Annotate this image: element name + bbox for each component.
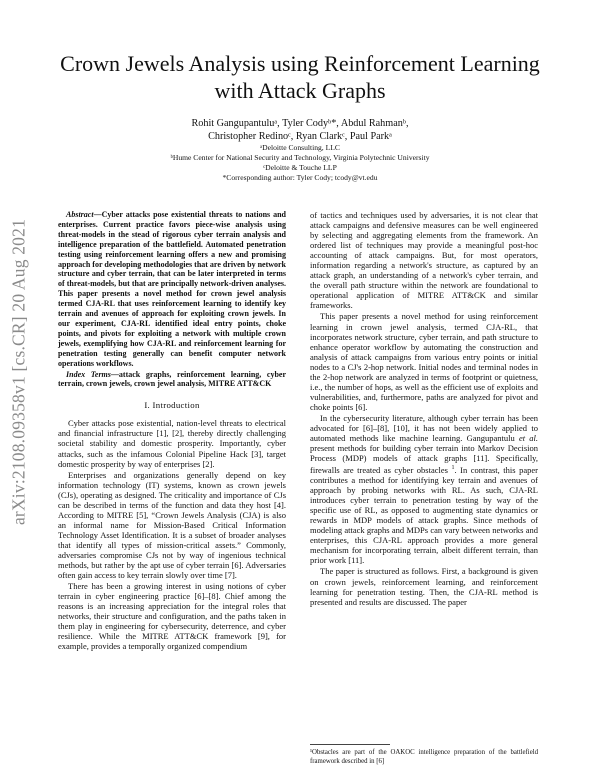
left-column (58, 210, 286, 652)
author-list (60, 117, 540, 143)
section-heading: I. Introduction (144, 400, 200, 411)
arxiv-stamp (6, 192, 32, 552)
index-terms-label: Index Terms (66, 369, 111, 379)
affiliation-a: ᵃDeloitte Consulting, LLC (260, 143, 340, 152)
intro-paragraph-3: There has been a growing interest in using notions of cyber terrain in cyber engineering practice [6]–[8]. Chief among the reasons is an increasing appreciation for the integral roles that networks, their structure and configuration, and the paths taken in them play in engineering for cybersecurity, deterrence, and cyber resilience. While the MITRE ATT&CK framework [9], for example, provides a temporally organized compendium (58, 581, 286, 652)
et-al: et al. (518, 433, 539, 444)
intro-paragraph-2: Enterprises and organizations generally depend on key information technology (IT) systems, known as crown jewels (CJs), operating as designed. The criticality and importance of CJs can be described in terms of the function and data they host [4]. According to MITRE [5], “Crown Jewels Analysis (CJA) is also an informal name for Mission-Based Critical Information Technology Asset Identification. It is a subset of broader analyses that identify all types of mission-critical assets.” Commonly, adversaries compromise CJs not by way of ingenious technical methods, but rather by the apt use of cyber terrain [6]. Adversaries often gain access to key terrain slowly over time [7]. (58, 469, 286, 581)
right-paragraph-3-part-c: . In contrast, this paper contributes a method for identifying key terrain and avenues of approach by probing networks with RL. As such, CJA-RL introduces cyber terrain to penetration testing by way of the specific use of RL, as opposed to augmenting state dynamics or rewards in MDP models of attack graphs. Since methods of modeling attack graphs and MDPs can vary between networks and enterprises, this CJA-RL approach provides a more general mechanism for incorporating terrain, albeit different terrain, than prior work [11]. (310, 465, 538, 566)
right-paragraph-1: of tactics and techniques used by adversaries, it is not clear that attack campaigns and defensive measures can be well engineered by selecting and aggregating elements from the framework. An ordered list of techniques may provide a meaningful post-hoc accounting of attack campaigns. But, for most operators, information regarding a network's structure, as captured by an attack graph, an understanding of a network's cyber terrain, and the overall path structure within the network are foundational to operational application of MITRE ATT&CK and similar frameworks. (310, 210, 538, 311)
abstract-label: Abstract (66, 210, 94, 219)
authors-line-2: Christopher Redinoᶜ, Ryan Clarkᶜ, Paul Parkᵃ (208, 131, 392, 142)
corresponding-author: *Corresponding author: Tyler Cody; tcody@vt.edu (222, 173, 378, 182)
right-paragraph-3-part-a: In the cybersecurity literature, although cyber terrain has been advocated for [6]–[8], [10], it has not been widely applied to automated methods like machine learning. Gangupantulu (310, 412, 538, 444)
arxiv-stamp-text: arXiv:2108.09358v1 [cs.CR] 20 Aug 2021 (8, 218, 29, 526)
affiliation-b: ᵇHume Center for National Security and Technology, Virginia Polytechnic University (170, 153, 430, 162)
right-paragraph-3-part-b: present methods for building cyber terrain into Markov Decision Process (MDP) models of attack graphs [11]. Specifically, firewalls are treated as cyber obstacles (310, 443, 538, 475)
footnote: ¹Obstacles are part of the OAKOC intelligence preparation of the battlefield framework described in [6] (310, 749, 538, 765)
abstract (58, 210, 286, 369)
paper-title: Crown Jewels Analysis using Reinforcement Learning with Attack Graphs (60, 51, 540, 103)
footnote-mark: 1 (451, 465, 455, 472)
right-column (310, 210, 538, 608)
affiliation-c: ᶜDeloitte & Touche LLP (263, 163, 337, 172)
affiliations (60, 143, 540, 183)
authors-line-1: Rohit Gangupantuluᵃ, Tyler Codyᵇ*, Abdul Rahmanᵇ, (191, 118, 409, 129)
index-terms-text: —attack graphs, reinforcement learning, cyber terrain, crown jewels, crown jewel analysis, MITRE ATT&CK (58, 369, 286, 389)
right-paragraph-2: This paper presents a novel method for using reinforcement learning in crown jewel analysis, termed CJA-RL, that incorporates network structure, cyber terrain, and path structure to enhance operator workflow by automating the construction and analysis of attack campaigns from various entry points or initial nodes to a CJ's 2-hop network. Initial nodes and terminal nodes in the 2-hop network are analyzed in terms of footprint or quietness, i.e., the number of hops, as well as the efficient use of exploits and vulnerabilities, and, furthermore, paths are analyzed for pivot and choke points [6]. (310, 311, 538, 412)
footnote-rule (310, 744, 390, 745)
right-paragraph-4: The paper is structured as follows. First, a background is given on crown jewels, reinforcement learning, and reinforcement learning for penetration testing. Then, the CJA-RL method is presented and results are discussed. The paper (310, 566, 538, 607)
right-paragraph-3 (310, 413, 538, 566)
abstract-text: —Cyber attacks pose existential threats to nations and enterprises. Current practice favors piece-wise analysis using threat-models in the stead of rigorous cyber terrain analysis and intelligence preparation of the battlefield. Automated penetration testing using reinforcement learning offers a new and promising approach for developing methodologies that are driven by network structure and cyber terrain, that can be later interpreted in terms of threat-models, but that are principally network-driven analyses. This paper presents a novel method for crown jewel analysis termed CJA-RL that uses reinforcement learning to identify key terrain and avenues of approach for exploiting crown jewels. In our experiment, CJA-RL identified ideal entry points, choke points, and pivots for exploiting a network with multiple crown jewels, exemplifying how CJA-RL and reinforcement learning for penetration testing generally can benefit computer network operations workflows. (58, 210, 287, 368)
index-terms (58, 370, 286, 390)
intro-paragraph-1: Cyber attacks pose existential, nation-level threats to electrical and financial infrastructure [1], [2], thereby directly challenging societal stability and domestic prosperity. Importantly, cyber attacks, such as the infamous Colonial Pipeline Hack [3], target domestic prosperity by way of enterprises [2]. (58, 418, 286, 469)
